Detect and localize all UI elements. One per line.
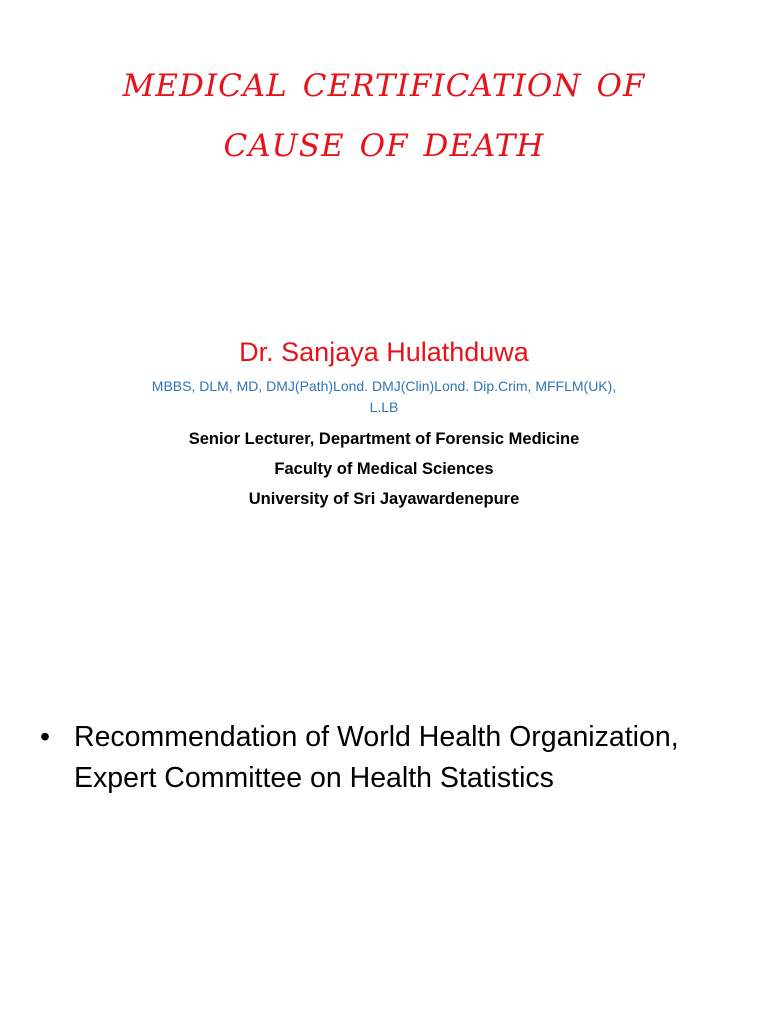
author-credentials: MBBS, DLM, MD, DMJ(Path)Lond. DMJ(Clin)Lond. Dip.Crim, MFFLM(UK), L.LB bbox=[151, 378, 617, 415]
title-line-2: cause of death bbox=[223, 116, 545, 167]
affiliation-faculty: Faculty of Medical Sciences bbox=[274, 460, 494, 478]
bullet-icon: • bbox=[40, 721, 50, 753]
title-line-1: medical certification of bbox=[122, 56, 646, 107]
affiliation-university: University of Sri Jayawardenepure bbox=[248, 490, 520, 508]
slide-title bbox=[40, 52, 728, 172]
bullet-text: Recommendation of World Health Organization, Expert Committee on Health Statistics bbox=[74, 721, 679, 794]
author-name: Dr. Sanjaya Hulathduwa bbox=[239, 337, 529, 367]
bullet-list-item bbox=[40, 717, 730, 799]
affiliation-position: Senior Lecturer, Department of Forensic Medicine bbox=[188, 430, 580, 448]
